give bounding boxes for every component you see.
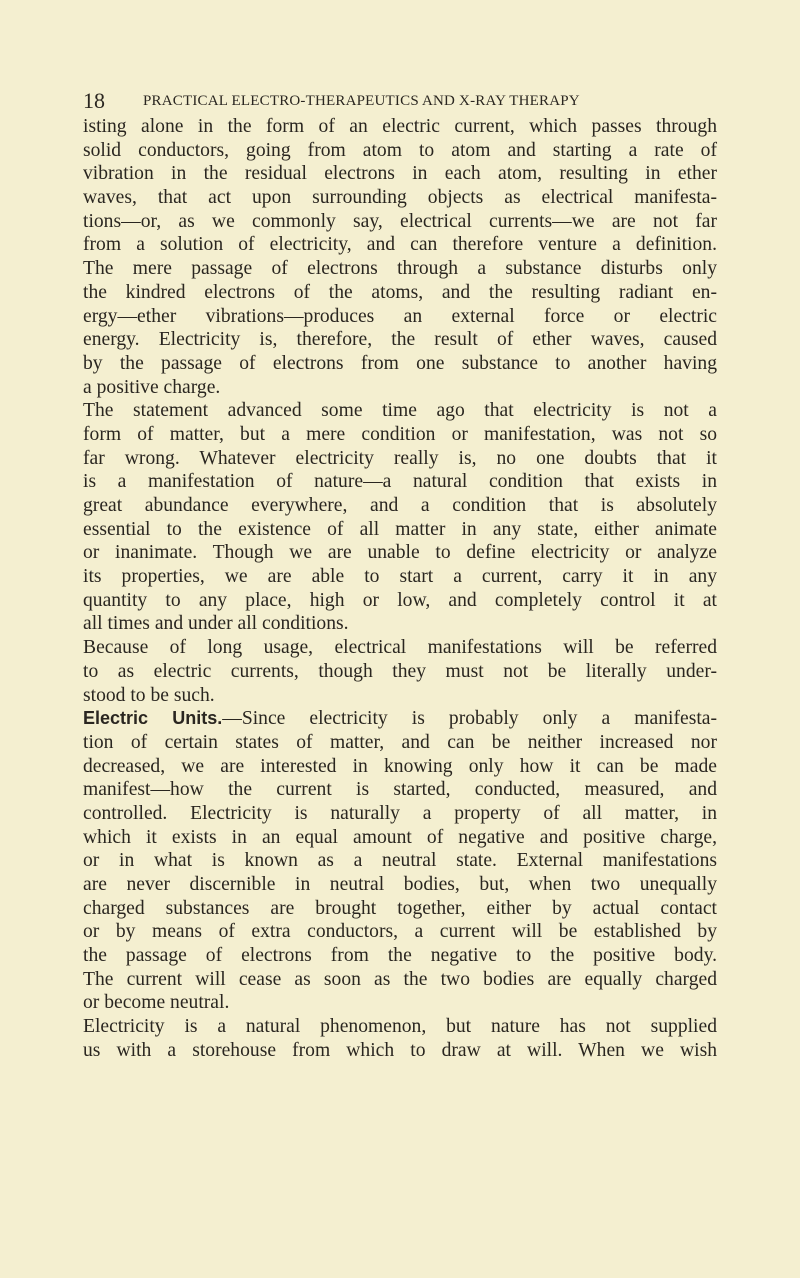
text-line	[83, 802, 717, 826]
line-text: ergy—ether vibrations—produces an external force or electric	[83, 305, 717, 327]
line-text: or in what is known as a neutral state. External manifestations	[83, 850, 717, 872]
line-text: quantity to any place, high or low, and completely control it at	[83, 589, 717, 611]
line-text: tions—or, as we commonly say, electrical currents—we are not far	[83, 210, 717, 232]
text-line	[83, 399, 717, 423]
text-line	[83, 494, 717, 518]
line-text: all times and under all conditions.	[83, 613, 349, 635]
text-line	[83, 968, 717, 992]
text-line	[83, 589, 717, 613]
text-line	[83, 920, 717, 944]
text-line	[83, 210, 717, 234]
body-text	[83, 115, 717, 1063]
line-text: us with a storehouse from which to draw at will. When we wish	[83, 1039, 717, 1061]
line-text: or by means of extra conductors, a current will be established by	[83, 921, 717, 943]
text-line	[83, 162, 717, 186]
line-text: to as electric currents, though they must not be literally under-	[83, 660, 717, 682]
text-line	[83, 328, 717, 352]
text-line	[83, 826, 717, 850]
line-text: by the passage of electrons from one substance to another having	[83, 352, 717, 374]
line-text: its properties, we are able to start a current, carry it in any	[83, 566, 717, 588]
text-line	[83, 447, 717, 471]
line-text: The statement advanced some time ago that electricity is not a	[83, 400, 717, 422]
line-text: a positive charge.	[83, 376, 221, 398]
line-text: Because of long usage, electrical manifestations will be referred	[83, 637, 717, 659]
line-text: decreased, we are interested in knowing only how it can be made	[83, 755, 717, 777]
text-line	[83, 376, 717, 400]
page-number: 18	[83, 88, 105, 113]
line-text: —Since electricity is probably only a manifesta-	[222, 708, 717, 730]
line-text: isting alone in the form of an electric current, which passes through	[83, 116, 717, 137]
section-heading: Electric Units.	[83, 708, 223, 729]
text-line	[83, 849, 717, 873]
text-line	[83, 352, 717, 376]
line-text: controlled. Electricity is naturally a property of all matter, in	[83, 802, 717, 824]
line-text: far wrong. Whatever electricity really is, no one doubts that it	[83, 447, 717, 469]
line-text: from a solution of electricity, and can therefore venture a definition.	[83, 234, 717, 256]
line-text: or become neutral.	[83, 992, 230, 1014]
line-text: vibration in the residual electrons in each atom, resulting in ether	[83, 163, 717, 185]
line-text: is a manifestation of nature—a natural condition that exists in	[83, 471, 717, 493]
line-text: solid conductors, going from atom to atom and starting a rate of	[83, 139, 717, 161]
line-text: charged substances are brought together, either by actual contact	[83, 897, 717, 919]
text-line	[83, 186, 717, 210]
text-line	[83, 139, 717, 163]
line-text: The mere passage of electrons through a substance disturbs only	[83, 258, 717, 280]
line-text: waves, that act upon surrounding objects as electrical manifesta-	[83, 187, 717, 209]
text-line	[83, 257, 717, 281]
text-line	[83, 660, 717, 684]
line-text: manifest—how the current is started, conducted, measured, and	[83, 779, 717, 801]
line-text: are never discernible in neutral bodies, but, when two unequally	[83, 874, 717, 895]
line-text: stood to be such.	[83, 684, 215, 706]
line-text: Electricity is a natural phenomenon, but nature has not supplied	[83, 1016, 717, 1038]
line-text: essential to the existence of all matter in any state, either animate	[83, 518, 717, 540]
text-line	[83, 305, 717, 329]
text-line	[83, 115, 717, 139]
text-line	[83, 233, 717, 257]
line-text: tion of certain states of matter, and can be neither increased nor	[83, 731, 717, 753]
text-line	[83, 707, 717, 731]
text-line	[83, 778, 717, 802]
text-line	[83, 731, 717, 755]
text-line	[83, 636, 717, 660]
text-line	[83, 684, 717, 708]
line-text: energy. Electricity is, therefore, the result of ether waves, caused	[83, 329, 717, 351]
text-line	[83, 612, 717, 636]
text-line	[83, 1015, 717, 1039]
text-line	[83, 541, 717, 565]
line-text: form of matter, but a mere condition or manifestation, was not so	[83, 423, 717, 445]
line-text: the kindred electrons of the atoms, and the resulting radiant en-	[83, 281, 717, 303]
line-text: which it exists in an equal amount of negative and positive charge,	[83, 826, 717, 848]
line-text: or inanimate. Though we are unable to define electricity or analyze	[83, 542, 717, 564]
text-line	[83, 944, 717, 968]
text-line	[83, 281, 717, 305]
line-text: The current will cease as soon as the two bodies are equally charged	[83, 968, 717, 990]
running-title: PRACTICAL ELECTRO-THERAPEUTICS AND X-RAY THERAPY	[143, 93, 580, 109]
line-text: great abundance everywhere, and a condition that is absolutely	[83, 495, 717, 516]
text-line	[83, 991, 717, 1015]
text-line	[83, 565, 717, 589]
text-line	[83, 873, 717, 897]
text-line	[83, 1039, 717, 1063]
text-line	[83, 518, 717, 542]
text-line	[83, 755, 717, 779]
line-text: the passage of electrons from the negative to the positive body.	[83, 945, 717, 967]
text-line	[83, 897, 717, 921]
text-line	[83, 470, 717, 494]
text-line	[83, 423, 717, 447]
